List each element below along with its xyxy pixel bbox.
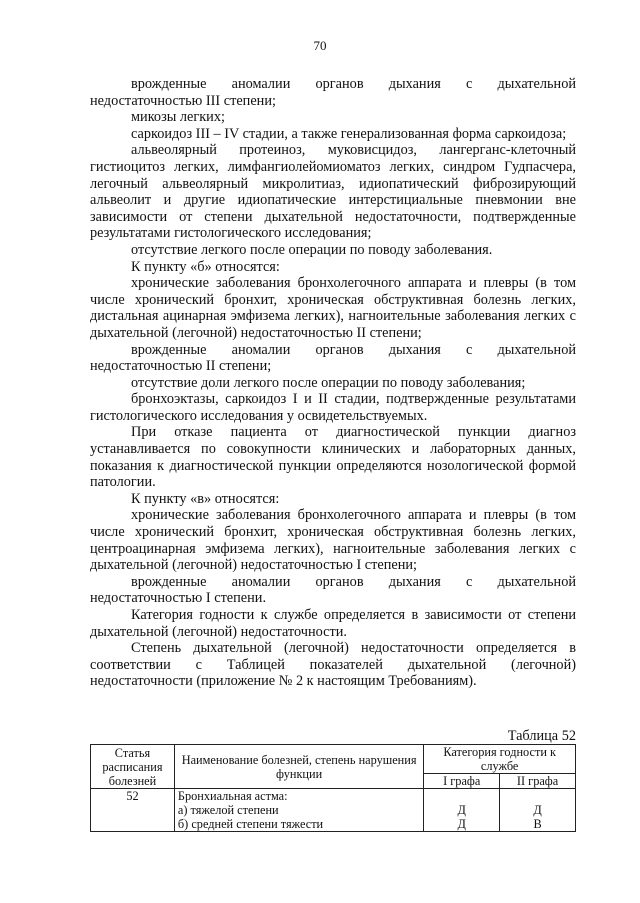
paragraph: отсутствие легкого после операции по поводу заболевания. [131, 241, 493, 258]
paragraph: Категория годности к службе определяется в зависимости от степени дыхательной (легочной) недостаточности. [90, 607, 576, 640]
col2-cell [500, 789, 576, 832]
paragraph: врожденные аномалии органов дыхания с дыхательной недостаточностью I степени. [90, 573, 576, 607]
header-category: Категория годности к службе [424, 745, 576, 774]
disease-table [90, 744, 576, 832]
paragraph: хронические заболевания бронхолегочного аппарата и плевры (в том числе хронический бронхит, хроническая обструктивная болезнь легких, дистальная ацинарная эмфизема легких), нагноительные заболевания легких с дыхательной (легочной) недостаточностью II степени; [90, 275, 576, 341]
paragraph: Степень дыхательной (легочной) недостаточности определяется в соответствии с Таблицей показателей дыхательной (легочной) недостаточности (приложение № 2 к настоящим Требованиям). [90, 640, 576, 690]
category-value [503, 789, 572, 803]
paragraph: микозы легких; [131, 109, 225, 126]
category-value [427, 789, 496, 803]
category-value: Д [457, 817, 466, 831]
category-value: Д [533, 803, 542, 817]
paragraph: К пункту «б» относятся: [131, 258, 280, 275]
header-col2: II графа [500, 774, 576, 789]
category-value: Д [457, 803, 466, 817]
paragraph: хронические заболевания бронхолегочного аппарата и плевры (в том числе хронический бронхит, хроническая обструктивная болезнь легких, центроацинарная эмфизема легких), нагноительные заболевания легких с дыхательной (легочной) недостаточностью I степени; [90, 507, 576, 574]
header-col1: I графа [424, 774, 500, 789]
table-header-row [91, 745, 576, 774]
paragraph: При отказе пациента от диагностической пункции диагноз устанавливается по совокупности клинических и лабораторных данных, показания к диагностической пункции определяются нозологической формой патологии. [90, 424, 576, 491]
category-value: В [533, 817, 542, 831]
paragraph: врожденные аномалии органов дыхания с дыхательной недостаточностью II степени; [90, 341, 576, 375]
article-cell [91, 789, 175, 832]
paragraph: К пункту «в» относятся: [131, 490, 280, 507]
table-row [91, 789, 576, 832]
paragraph: врожденные аномалии органов дыхания с дыхательной недостаточностью III степени; [90, 76, 576, 109]
disease-name: б) средней степени тяжести [177, 817, 324, 831]
disease-cell [174, 789, 423, 832]
page-number: 70 [313, 38, 327, 53]
disease-name: а) тяжелой степени [177, 803, 279, 817]
article-number: 52 [126, 789, 139, 803]
table-caption: Таблица 52 [507, 728, 576, 744]
paragraph: бронхоэктазы, саркоидоз I и II стадии, подтвержденные результатами гистологического исследования у освидетельствуемых. [90, 391, 576, 424]
header-disease: Наименование болезней, степень нарушения функции [174, 745, 423, 789]
disease-name: Бронхиальная астма: [177, 789, 288, 803]
body-text [90, 76, 576, 690]
col1-cell [424, 789, 500, 832]
paragraph: саркоидоз III – IV стадии, а также генерализованная форма саркоидоза; [131, 125, 567, 142]
paragraph: альвеолярный протеиноз, муковисцидоз, лангерганс-клеточный гистиоцитоз легких, лимфангиолейомиоматоз легких, синдром Гудпасчера, легочный альвеолярный микролитиаз, идиопатический фиброзирующий альвеолит и другие идиопатические интерстициальные пневмонии вне зависимости от степени дыхательной недостаточности, подтвержденные результатами гистологического исследования; [90, 142, 576, 242]
paragraph: отсутствие доли легкого после операции по поводу заболевания; [131, 374, 526, 391]
header-article: Статья расписания болезней [91, 745, 175, 789]
